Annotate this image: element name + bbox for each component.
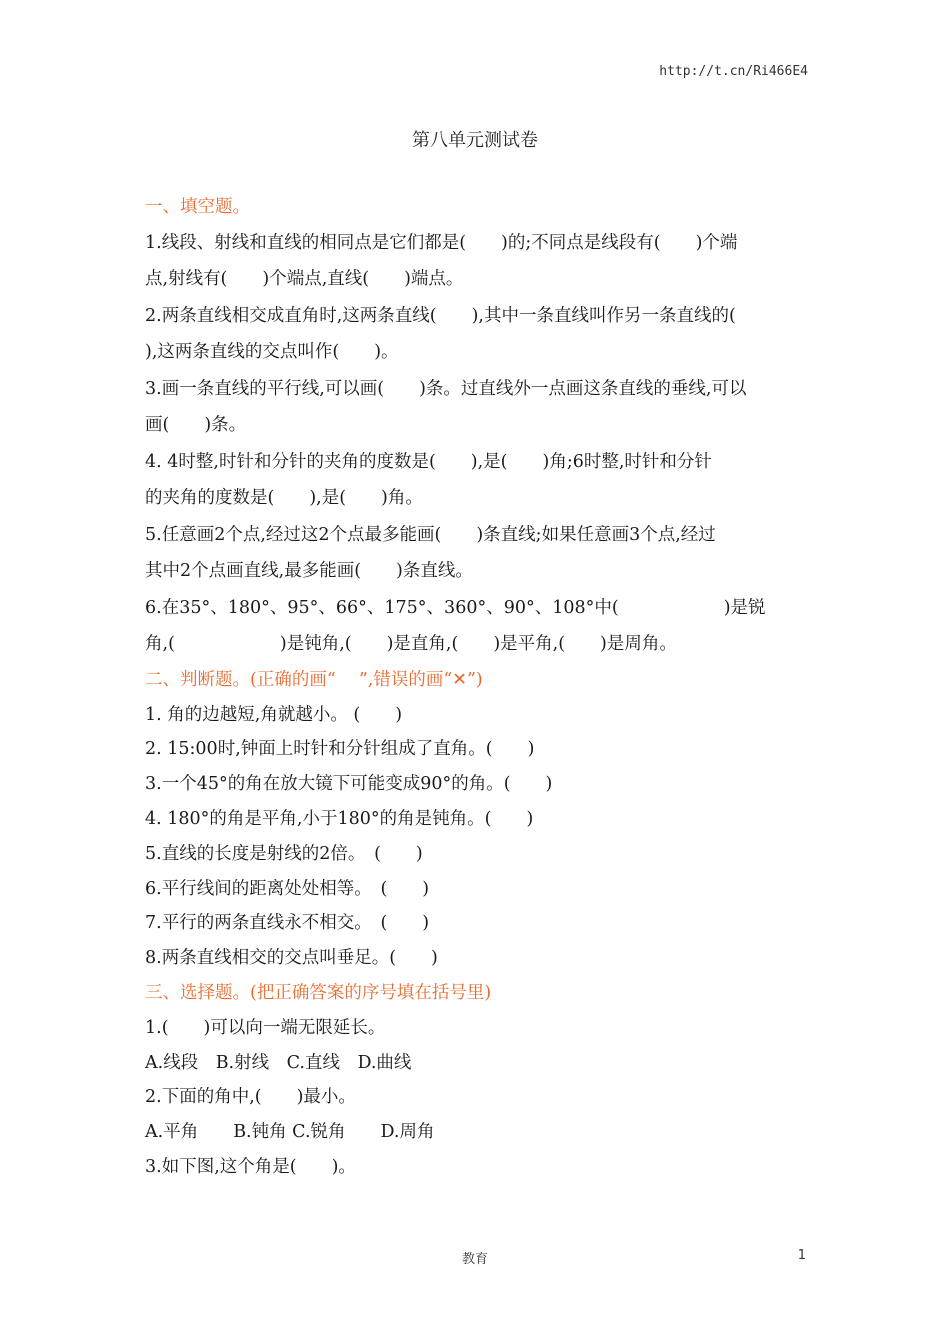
question-line: 3.画一条直线的平行线,可以画( )条。过直线外一点画这条直线的垂线,可以: [145, 378, 747, 399]
choice-options: A.平角 B.钝角 C.锐角 D.周角: [145, 1122, 435, 1143]
question-line: 1.线段、射线和直线的相同点是它们都是( )的;不同点是线段有( )个端: [145, 232, 738, 253]
judge-item: 2. 15:00时,钟面上时针和分针组成了直角。( ): [145, 739, 535, 760]
judge-item: 1. 角的边越短,角就越小。 ( ): [145, 704, 403, 725]
judge-item: 8.两条直线相交的交点叫垂足。( ): [145, 948, 438, 969]
choice-options: A.线段 B.射线 C.直线 D.曲线: [145, 1052, 412, 1073]
document-body: [145, 190, 810, 1185]
choice-item: 1.( )可以向一端无限延长。: [145, 1017, 386, 1038]
judge-item: 4. 180°的角是平角,小于180°的角是钝角。( ): [145, 808, 534, 829]
choice-item: 2.下面的角中,( )最小。: [145, 1087, 356, 1108]
question-line: 画( )条。: [145, 415, 247, 436]
header-url: http://t.cn/Ri466E4: [659, 64, 808, 79]
page-title: 第八单元测试卷: [412, 130, 538, 151]
question-line: 点,射线有( )个端点,直线( )端点。: [145, 269, 464, 290]
judge-item: 5.直线的长度是射线的2倍。 ( ): [145, 843, 423, 864]
question-line: 角,( )是钝角,( )是直角,( )是平角,( )是周角。: [145, 634, 677, 655]
question-line: 5.任意画2个点,经过这2个点最多能画( )条直线;如果任意画3个点,经过: [145, 524, 716, 545]
choice-item: 3.如下图,这个角是( )。: [145, 1156, 356, 1177]
section-heading-fill: 一、填空题。: [145, 197, 250, 217]
section-heading-choice: 三、选择题。(把正确答案的序号填在括号里): [145, 982, 492, 1003]
question-line: 的夹角的度数是( ),是( )角。: [145, 488, 423, 509]
question-line: 6.在35°、180°、95°、66°、175°、360°、90°、108°中( )是锐: [145, 597, 766, 618]
question-line: ),这两条直线的交点叫作( )。: [145, 342, 399, 363]
footer-label: 教育: [461, 1252, 488, 1267]
question-line: 4. 4时整,时针和分针的夹角的度数是( ),是( )角;6时整,时针和分针: [145, 451, 712, 472]
question-line: 2.两条直线相交成直角时,这两条直线( ),其中一条直线叫作另一条直线的(: [145, 305, 736, 326]
judge-item: 3.一个45°的角在放大镜下可能变成90°的角。( ): [145, 774, 553, 795]
judge-item: 6.平行线间的距离处处相等。 ( ): [145, 878, 430, 899]
section-heading-judge: 二、判断题。(正确的画“ ”,错误的画“✕”): [145, 669, 483, 690]
page-number: 1: [797, 1248, 806, 1263]
question-line: 其中2个点画直线,最多能画( )条直线。: [145, 561, 473, 582]
judge-item: 7.平行的两条直线永不相交。 ( ): [145, 913, 430, 934]
